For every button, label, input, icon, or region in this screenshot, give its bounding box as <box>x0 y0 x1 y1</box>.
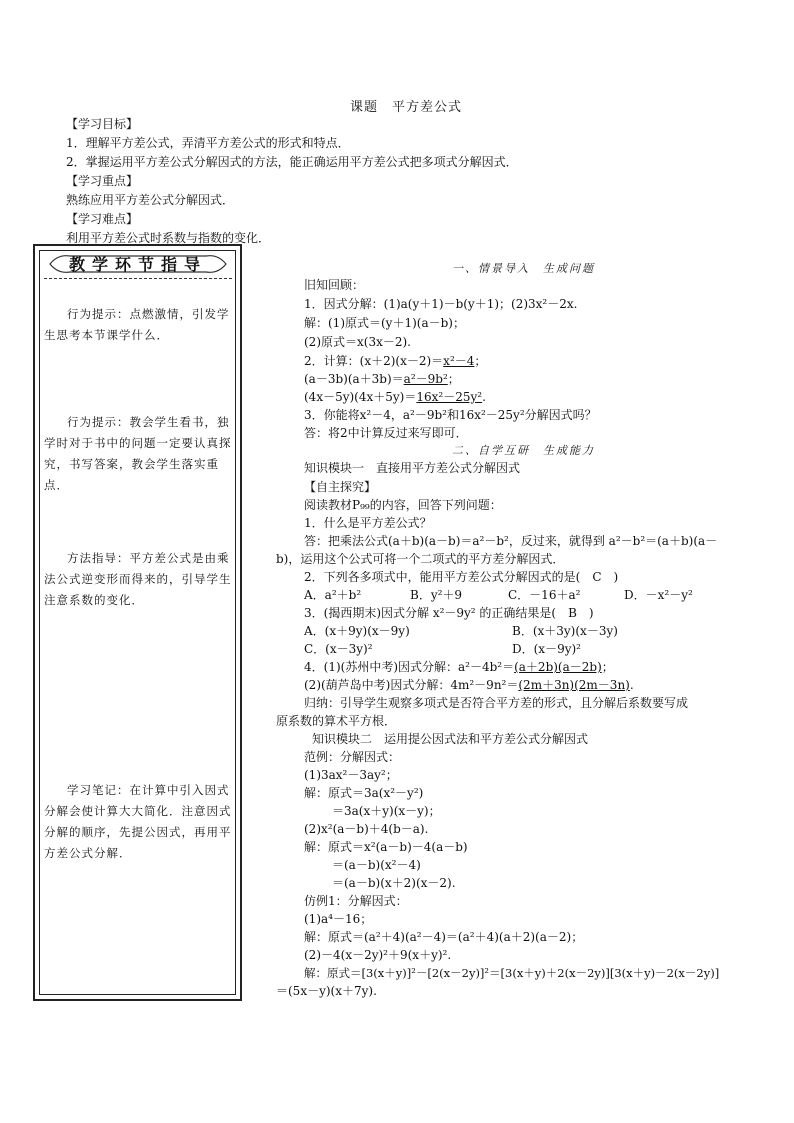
sidebar-note: 行为提示：点燃激情，引发学生思考本节课学什么． <box>44 307 230 342</box>
example-2-step-3: ＝(a－b)(x＋2)(x－2). <box>332 876 456 890</box>
example-1-step-2: ＝3a(x＋y)(x－y)； <box>332 804 441 818</box>
example-2-step-1: 解：原式＝x²(a－b)－4(a－b) <box>304 840 468 854</box>
example-2-step-2: ＝(a－b)(x²－4) <box>332 858 421 872</box>
goal-item-1: 1．理解平方差公式，弄清平方差公式的形式和特点． <box>66 136 350 150</box>
question-3: 3．(揭西期末)因式分解 x²－9y² 的正确结果是( B ) <box>304 606 594 620</box>
answer-1-line-1: 答：把乘法公式(a＋b)(a－b)＝a²－b²，反过来，就得到 a²－b²＝(a＋b)(a－ <box>304 534 718 548</box>
self-study-heading: 【自主探究】 <box>304 480 377 494</box>
reading-instruction: 阅读教材P₉₉的内容，回答下列问题： <box>304 498 502 512</box>
q2-option-c: C．－16＋a² <box>508 588 581 602</box>
module-1-title: 知识模块一 直接用平方差公式分解因式 <box>304 461 521 475</box>
sidebar-note: 学习笔记：在计算中引入因式分解会使计算大大简化．注意因式分解的顺序，先提公因式，再用平方差公式分解． <box>44 783 232 860</box>
page-title: 课题 平方差公式 <box>350 100 463 115</box>
difficulty-heading: 【学习难点】 <box>66 212 139 226</box>
sidebar-frame <box>33 244 242 1001</box>
summary-line-1: 归纳：引导学生观察多项式是否符合平方差的形式，且分解后系数要写成 <box>304 696 689 710</box>
review-a3: 答：将2中计算反过来写即可． <box>304 426 468 440</box>
sidebar-badge <box>44 250 232 278</box>
q3-option-d: D．(x－9y)² <box>512 642 581 656</box>
question-1: 1．什么是平方差公式？ <box>304 516 432 530</box>
q3-option-b: B．(x＋3y)(x－3y) <box>512 624 618 638</box>
practice-heading: 仿例1：分解因式： <box>304 894 408 908</box>
sidebar-badge-label: 教学环节指导 <box>68 255 207 274</box>
review-q1: 1．因式分解：(1)a(y＋1)－b(y＋1)；(2)3x²－2x. <box>304 297 578 311</box>
key-text: 熟练应用平方差公式分解因式． <box>66 193 235 207</box>
difficulty-text: 利用平方差公式时系数与指数的变化． <box>66 231 271 245</box>
example-1-step-1: 解：原式＝3a(x²－y²) <box>304 786 424 800</box>
q2-option-a: A．a²＋b² <box>304 588 362 602</box>
section-heading-1: 一、情景导入 生成问题 <box>452 262 595 275</box>
example-2: (2)x²(a－b)＋4(b－a). <box>304 822 429 836</box>
review-a1b: (2)原式＝x(3x－2). <box>304 335 411 349</box>
key-heading: 【学习重点】 <box>66 174 139 188</box>
review-q3: 3．你能将x²－4，a²－9b²和16x²－25y²分解因式吗？ <box>304 408 597 422</box>
practice-1: (1)a⁴－16； <box>304 912 373 926</box>
example-heading: 范例：分解因式： <box>304 750 401 764</box>
question-4-1: 4．(1)(苏州中考)因式分解：a²－4b²＝(a＋2b)(a－2b)； <box>304 660 614 674</box>
review-q2b: (a－3b)(a＋3b)＝a²－9b²； <box>304 372 460 386</box>
review-a1: 解：(1)原式＝(y＋1)(a－b)； <box>304 316 465 330</box>
q2-option-b: B．y²＋9 <box>410 588 463 602</box>
section-heading-2: 二、自学互研 生成能力 <box>452 444 595 457</box>
sidebar-note: 行为提示：教会学生看书，独学时对于书中的问题一定要认真探究，书写答案，教会学生落实重点． <box>44 415 232 492</box>
q3-option-c: C．(x－3y)² <box>304 642 373 656</box>
review-q2c: (4x－5y)(4x＋5y)＝16x²－25y². <box>304 390 486 404</box>
badge-divider <box>44 278 232 279</box>
sidebar-note: 方法指导：平方差公式是由乘法公式逆变形而得来的，引导学生注意系数的变化． <box>44 551 232 607</box>
q2-option-d: D．－x²－y² <box>624 588 693 602</box>
review-q2: 2．计算：(x＋2)(x－2)＝x²－4； <box>304 354 487 368</box>
summary-line-2: 原系数的算术平方根． <box>276 714 397 728</box>
practice-1-solution: 解：原式＝(a²＋4)(a²－4)＝(a²＋4)(a＋2)(a－2)； <box>304 930 584 944</box>
practice-2: (2)－4(x－2y)²＋9(x＋y)². <box>304 948 452 962</box>
practice-2-result: ＝(5x－y)(x＋7y). <box>276 984 377 998</box>
example-1: (1)3ax²－3ay²； <box>304 768 398 782</box>
question-4-2: (2)(葫芦岛中考)因式分解：4m²－9n²＝(2m＋3n)(2m－3n). <box>304 678 634 692</box>
practice-2-solution: 解：原式＝[3(x＋y)]²－[2(x－2y)]²＝[3(x＋y)＋2(x－2y)][3(x＋y)－2(x－2y)] <box>304 966 720 980</box>
review-heading: 旧知回顾： <box>304 278 365 292</box>
goal-item-2: 2．掌握运用平方差公式分解因式的方法，能正确运用平方差公式把多项式分解因式． <box>66 155 518 169</box>
q3-option-a: A．(x＋9y)(x－9y) <box>304 624 410 638</box>
answer-1-line-2: b)，运用这个公式可将一个二项式的平方差分解因式． <box>276 552 565 566</box>
question-2: 2．下列各多项式中，能用平方差公式分解因式的是( C ) <box>304 570 619 584</box>
module-2-title: 知识模块二 运用提公因式法和平方差公式分解因式 <box>312 732 589 746</box>
goal-heading: 【学习目标】 <box>66 117 139 131</box>
